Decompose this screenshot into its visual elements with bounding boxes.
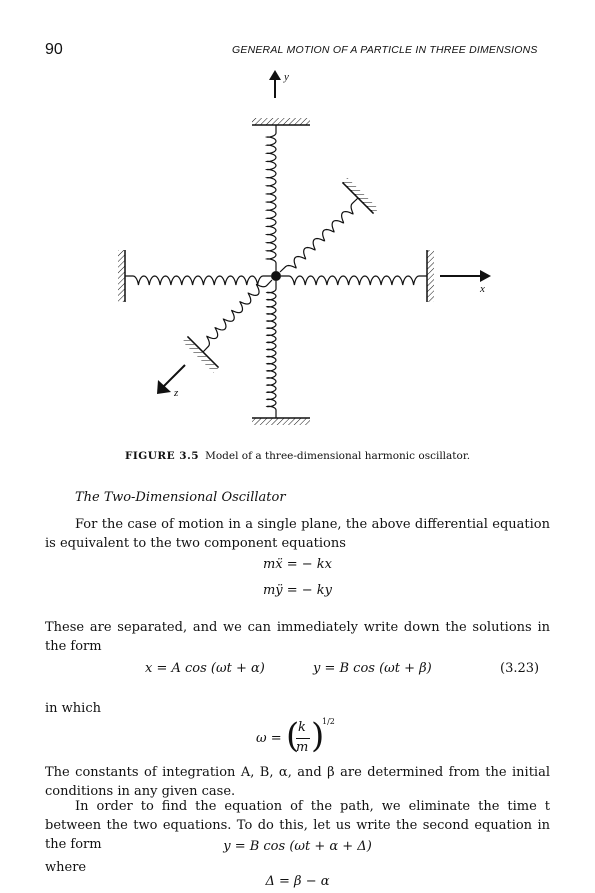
spring-right xyxy=(281,276,427,285)
spring-diagonal-upper xyxy=(280,198,358,272)
diagonal-wall-lower xyxy=(182,336,218,372)
section-heading: The Two-Dimensional Oscillator xyxy=(75,490,286,505)
spring-top xyxy=(267,125,276,271)
figure-caption-text: Model of a three-dimensional harmonic oscillator. xyxy=(205,450,471,462)
spring-left xyxy=(125,276,271,285)
omega-exponent: 1/2 xyxy=(322,717,335,726)
fraction-bar xyxy=(296,738,310,739)
diagonal-wall-upper xyxy=(342,177,378,213)
omega-denominator: m xyxy=(296,740,309,755)
omega-equation xyxy=(256,718,356,760)
where: where xyxy=(45,860,87,875)
particle-mass xyxy=(271,271,281,281)
top-wall xyxy=(252,118,310,125)
omega-numerator: k xyxy=(298,720,306,735)
spring-diagonal-lower xyxy=(203,280,272,352)
left-wall xyxy=(118,250,125,302)
right-paren: ) xyxy=(311,716,325,756)
right-wall xyxy=(427,250,434,302)
omega-lhs: ω = xyxy=(256,731,282,746)
equation-y: mÿ = − ky xyxy=(262,583,333,598)
y-axis-label: y xyxy=(284,71,289,83)
left-paren: ( xyxy=(286,716,300,756)
equation-y2: y = B cos (ωt + α + Δ) xyxy=(223,839,372,854)
page-number: 90 xyxy=(45,41,63,58)
x-axis-label: x xyxy=(480,283,485,295)
x-axis-arrow xyxy=(440,270,491,282)
solution-y: y = B cos (ωt + β) xyxy=(313,661,432,676)
figure-caption xyxy=(0,450,595,462)
running-title: GENERAL MOTION OF A PARTICLE IN THREE DIMENSIONS xyxy=(232,44,538,56)
equation-number: (3.23) xyxy=(500,661,540,676)
spring-bottom xyxy=(267,281,276,418)
paragraph-2: These are separated, and we can immediately write down the solutions in the form xyxy=(45,620,550,654)
solution-x: x = A cos (ωt + α) xyxy=(145,661,265,676)
paragraph-3: The constants of integration A, B, α, and β are determined from the initial conditions in any given case. xyxy=(45,765,550,799)
in-which: in which xyxy=(45,701,101,716)
oscillator-figure xyxy=(100,70,500,440)
z-axis-label: z xyxy=(174,387,179,399)
equation-delta: Δ = β − α xyxy=(265,874,330,889)
z-axis-arrow xyxy=(157,365,185,394)
paragraph-4: In order to find the equation of the path, we eliminate the time t between the two equations. To do this, let us write the second equation in the form xyxy=(45,799,550,852)
figure-caption-label: FIGURE 3.5 xyxy=(124,450,200,462)
paragraph-1: For the case of motion in a single plane, the above differential equation is equivalent to the two component equations xyxy=(45,517,550,551)
y-axis-arrow xyxy=(269,70,281,98)
equation-x: mẍ = − kx xyxy=(262,557,333,572)
bottom-wall xyxy=(252,418,310,425)
